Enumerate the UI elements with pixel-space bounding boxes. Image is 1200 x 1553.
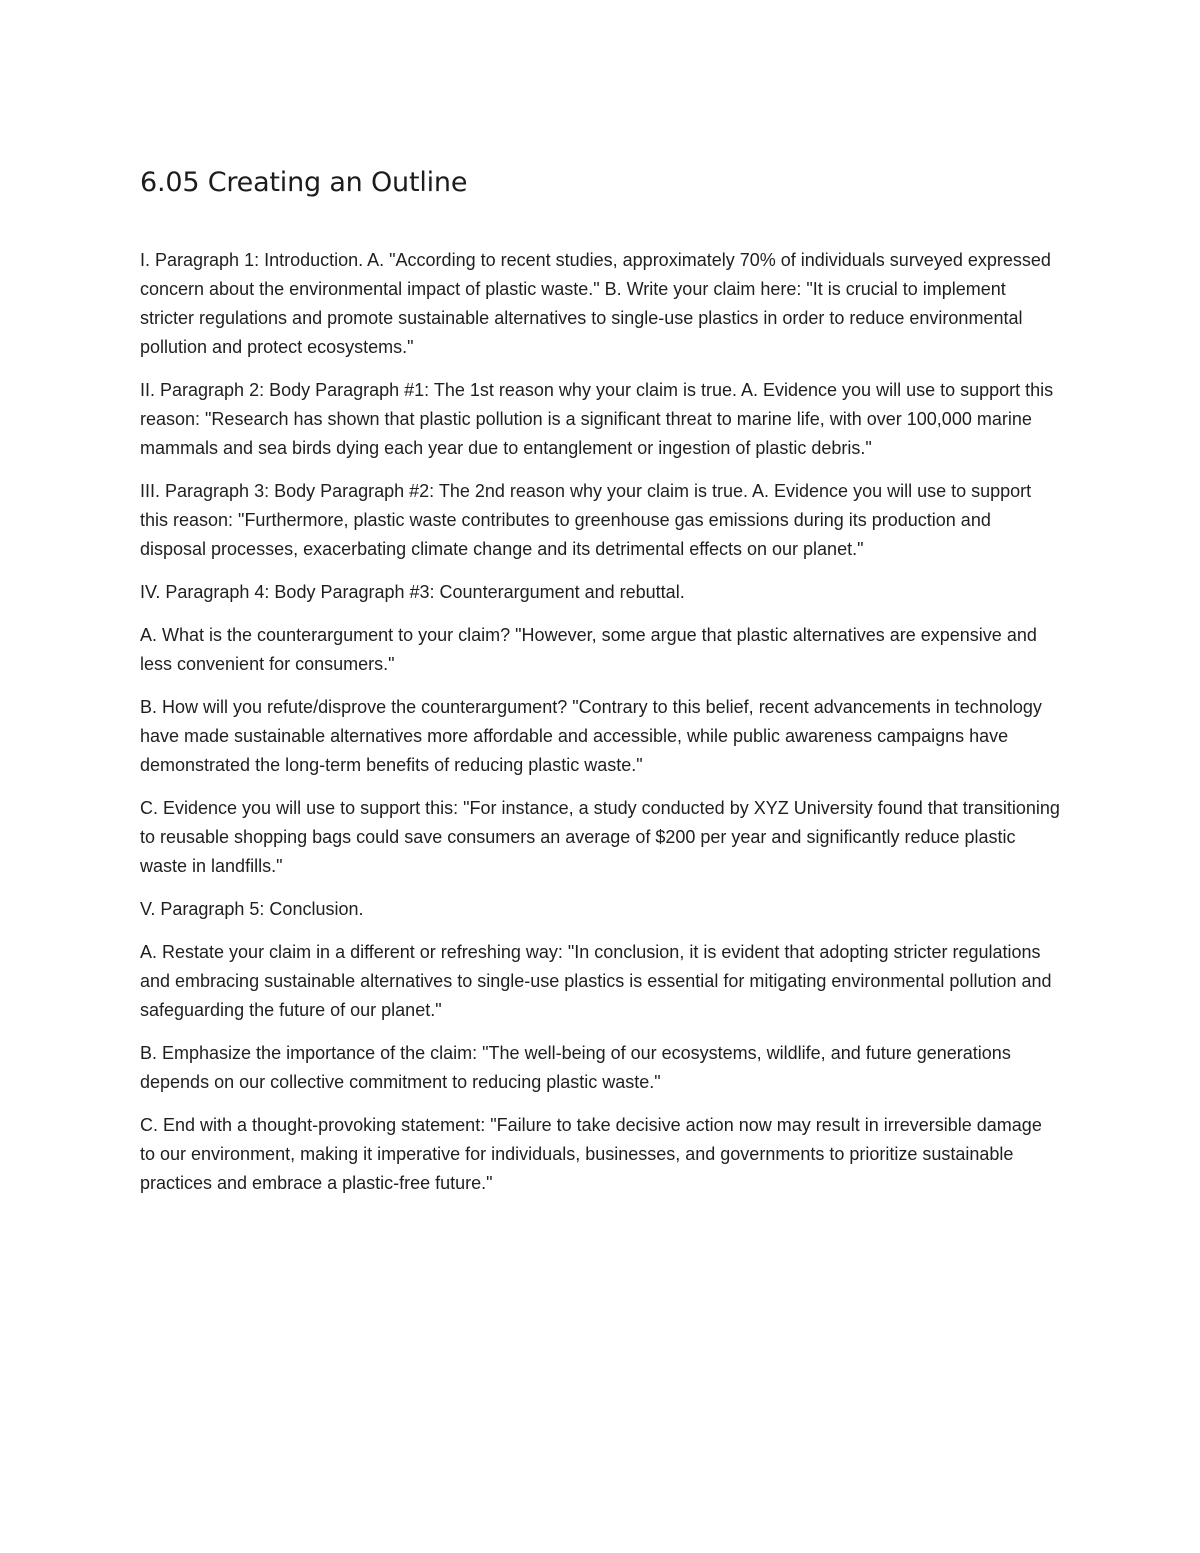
paragraph-intro: I. Paragraph 1: Introduction. A. "According to recent studies, approximately 70% of individuals surveyed expressed concern about the environmental impact of plastic waste." B. Write your claim here: "It is crucial to implement stricter regulations and promote sustainable alternatives to single-use plastics in order to reduce environmental pollution and protect ecosystems." [140,250,1051,357]
paragraph-body-3-heading: IV. Paragraph 4: Body Paragraph #3: Counterargument and rebuttal. [140,582,685,602]
paragraph-rebuttal: B. How will you refute/disprove the counterargument? "Contrary to this belief, recent advancements in technology have made sustainable alternatives more affordable and accessible, while public awareness campaigns have demonstrated the long-term benefits of reducing plastic waste." [140,697,1042,775]
paragraph-body-2: III. Paragraph 3: Body Paragraph #2: The 2nd reason why your claim is true. A. Evidence you will use to support this reason: "Furthermore, plastic waste contributes to greenhouse gas emissions during its production and disposal processes, exacerbating climate change and its detrimental effects on our planet." [140,481,1032,559]
paragraph-rebuttal-evidence: C. Evidence you will use to support this: "For instance, a study conducted by XYZ University found that transitioning to reusable shopping bags could save consumers an average of $200 per year and significantly reduce plastic waste in landfills." [140,798,1060,876]
paragraph-importance: B. Emphasize the importance of the claim: "The well-being of our ecosystems, wildlife, and future generations depends on our collective commitment to reducing plastic waste." [140,1043,1011,1092]
paragraph-restate-claim: A. Restate your claim in a different or refreshing way: "In conclusion, it is evident that adopting stricter regulations and embracing sustainable alternatives to single-use plastics is essential for mitigating environmental pollution and safeguarding the future of our planet." [140,942,1052,1020]
paragraph-conclusion-heading: V. Paragraph 5: Conclusion. [140,899,364,919]
document-body [140,160,1060,1212]
paragraph-body-1: II. Paragraph 2: Body Paragraph #1: The 1st reason why your claim is true. A. Evidence you will use to support this reason: "Research has shown that plastic pollution is a significant threat to marine life, with over 100,000 marine mammals and sea birds dying each year due to entanglement or ingestion of plastic debris." [140,380,1054,458]
paragraph-counterargument: A. What is the counterargument to your claim? "However, some argue that plastic alternatives are expensive and less convenient for consumers." [140,625,1037,674]
document-title: 6.05 Creating an Outline [140,167,468,198]
paragraph-final-statement: C. End with a thought-provoking statement: "Failure to take decisive action now may result in irreversible damage to our environment, making it imperative for individuals, businesses, and governments to prioritize sustainable practices and embrace a plastic-free future." [140,1115,1042,1193]
